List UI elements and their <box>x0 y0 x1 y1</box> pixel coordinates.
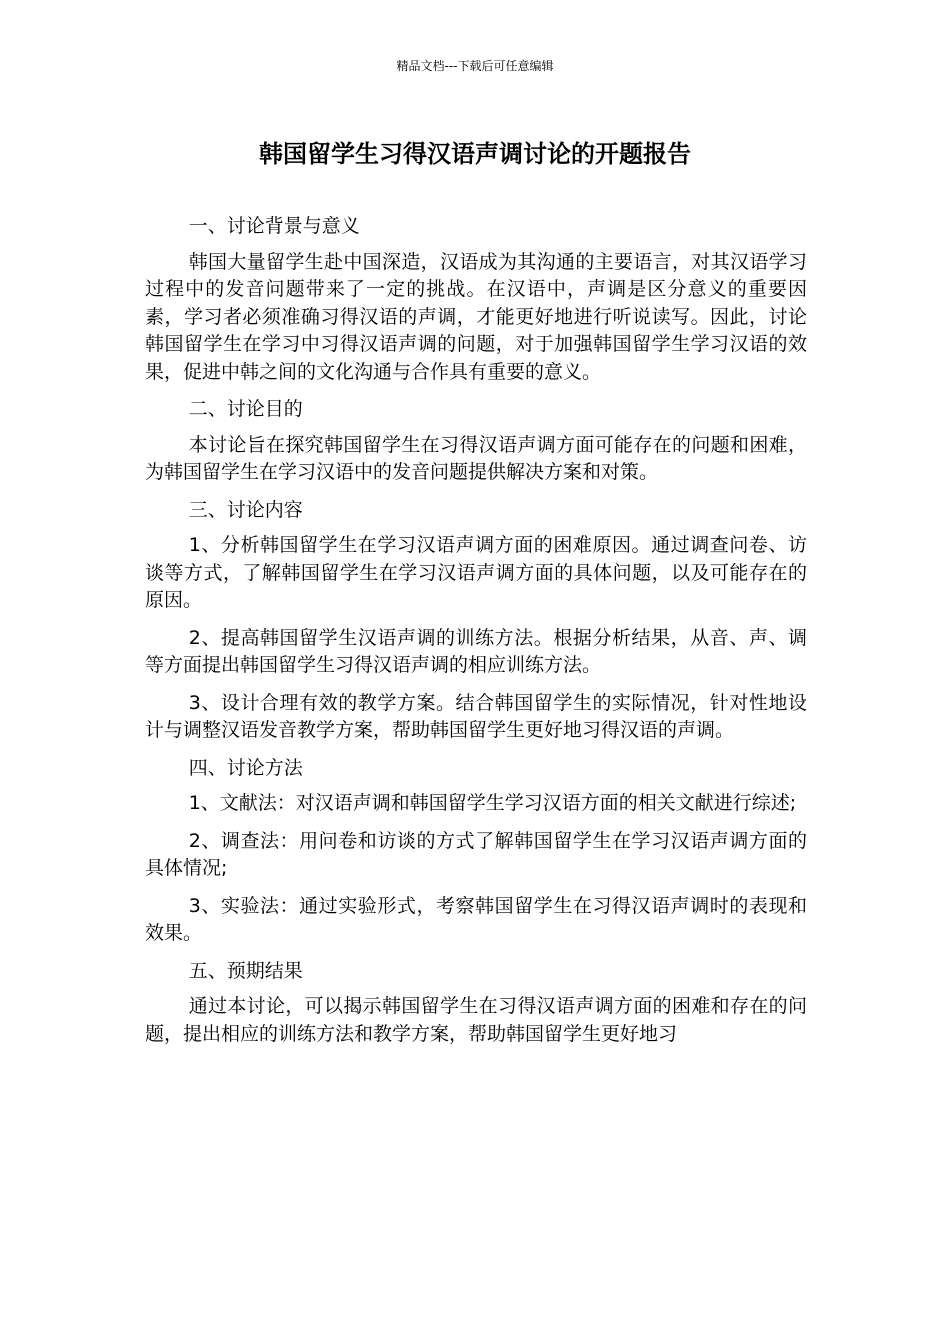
paragraph-purpose: 本讨论旨在探究韩国留学生在习得汉语声调方面可能存在的问题和困难，为韩国留学生在学习汉语中的发音问题提供解决方案和对策。 <box>145 433 807 483</box>
document-body <box>145 213 807 1058</box>
paragraph-background: 韩国大量留学生赴中国深造，汉语成为其沟通的主要语言，对其汉语学习过程中的发音问题带来了一定的挑战。在汉语中，声调是区分意义的重要因素，学习者必须准确习得汉语的声调，才能更好地进行听说读写。因此，讨论韩国留学生在学习中习得汉语声调的问题，对于加强韩国留学生学习汉语的效果，促进中韩之间的文化沟通与合作具有重要的意义。 <box>145 250 807 383</box>
paragraph-expected-results: 通过本讨论，可以揭示韩国留学生在习得汉语声调方面的困难和存在的问题，提出相应的训练方法和教学方案，帮助韩国留学生更好地习 <box>145 995 807 1045</box>
section-heading-expected-results: 五、预期结果 <box>188 959 303 982</box>
section-heading-background: 一、讨论背景与意义 <box>188 215 360 237</box>
section-heading-methods: 四、讨论方法 <box>188 756 303 779</box>
paragraph-content-item-1: 1、分析韩国留学生在学习汉语声调方面的困难原因。通过调查问卷、访谈等方式，了解韩国留学生在学习汉语声调方面的具体问题，以及可能存在的原因。 <box>145 534 807 611</box>
page-header: 精品文档---下载后可任意编辑 <box>396 59 554 73</box>
section-heading-content: 三、讨论内容 <box>188 498 303 521</box>
document-title: 韩国留学生习得汉语声调讨论的开题报告 <box>259 140 691 168</box>
paragraph-content-item-2: 2、提高韩国留学生汉语声调的训练方法。根据分析结果，从音、声、调等方面提出韩国留学生习得汉语声调的相应训练方法。 <box>145 626 807 676</box>
paragraph-method-3: 3、实验法：通过实验形式，考察韩国留学生在习得汉语声调时的表现和效果。 <box>145 894 807 944</box>
paragraph-method-2: 2、调查法：用问卷和访谈的方式了解韩国留学生在学习汉语声调方面的具体情况; <box>145 829 807 879</box>
section-heading-purpose: 二、讨论目的 <box>188 398 303 420</box>
paragraph-content-item-3: 3、设计合理有效的教学方案。结合韩国留学生的实际情况，针对性地设计与调整汉语发音教学方案，帮助韩国留学生更好地习得汉语的声调。 <box>145 691 807 741</box>
paragraph-method-1: 1、文献法：对汉语声调和韩国留学生学习汉语方面的相关文献进行综述; <box>188 792 797 814</box>
